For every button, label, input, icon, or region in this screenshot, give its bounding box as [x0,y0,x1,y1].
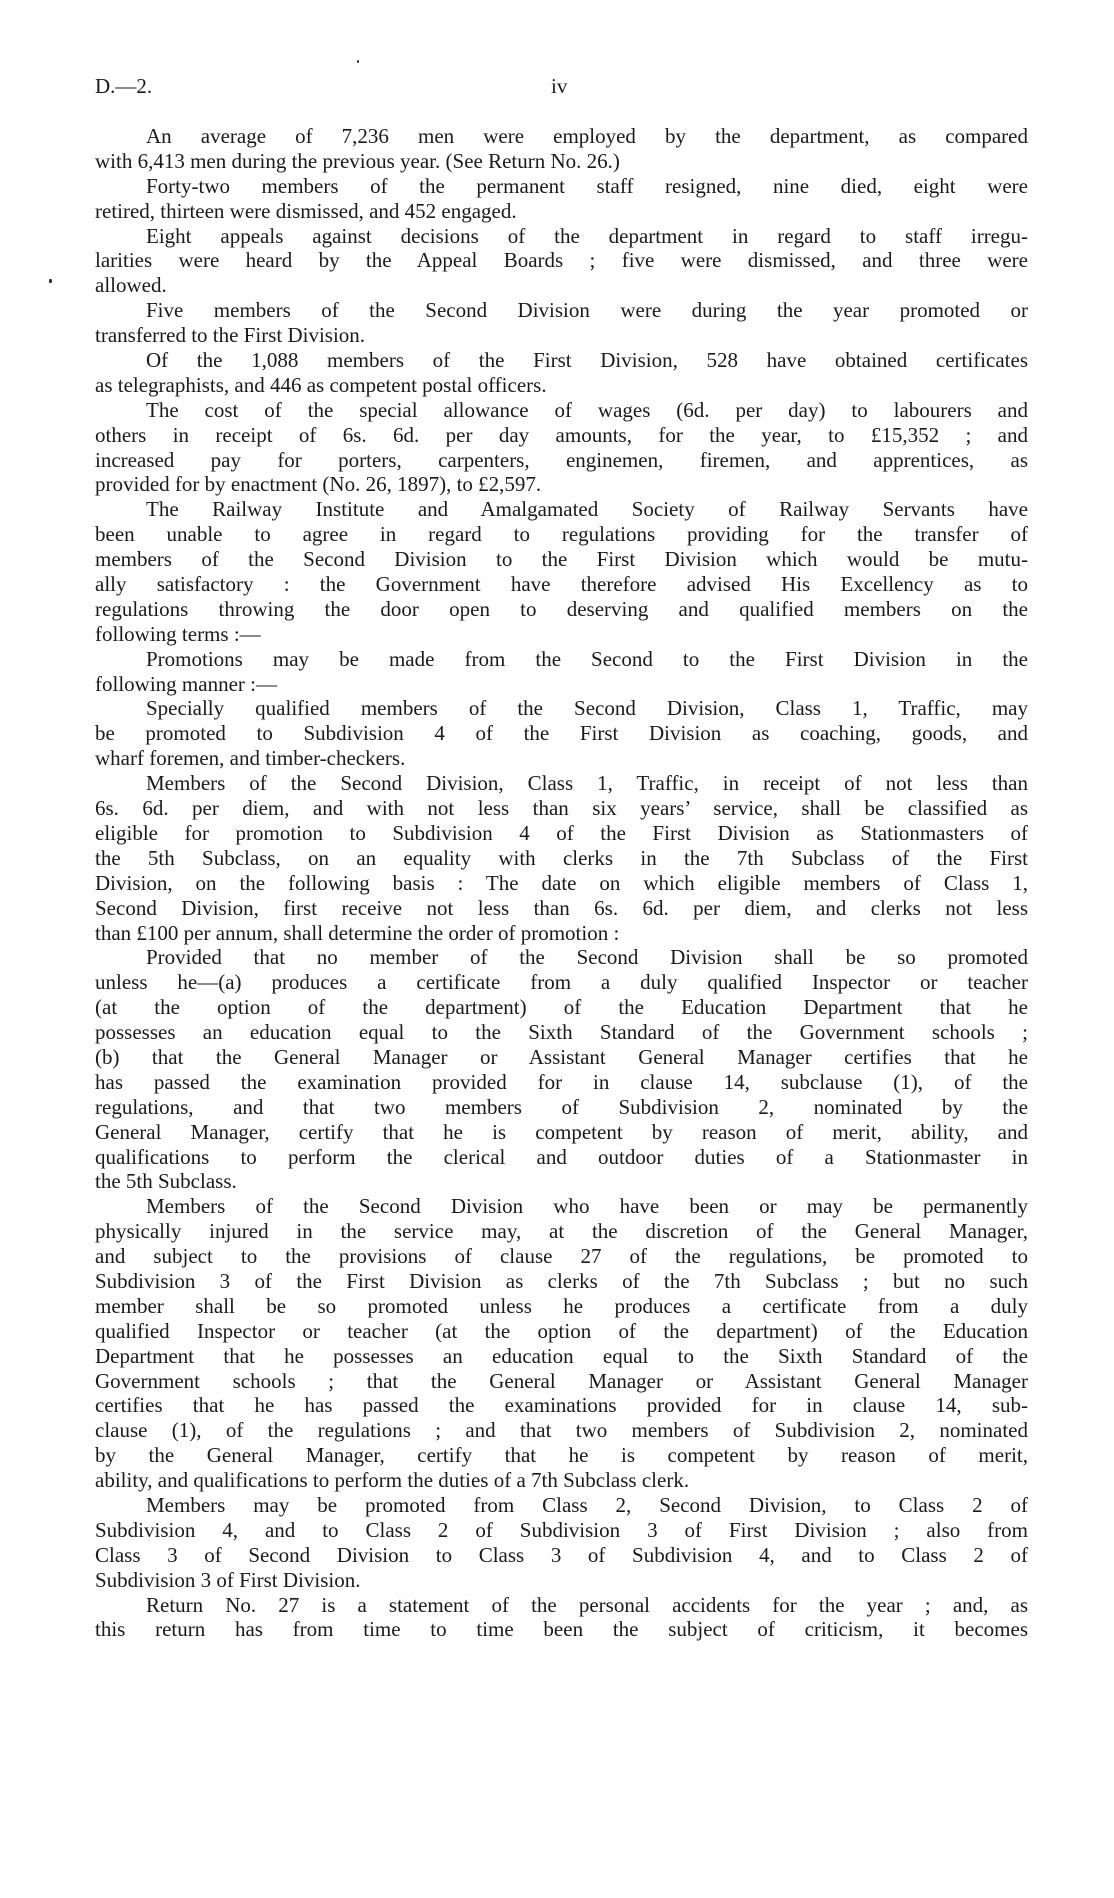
text-line: qualified Inspector or teacher (at the option of the department) of the Education [95,1318,1028,1343]
paragraph [95,224,1028,299]
text-line: possesses an education equal to the Sixth Standard of the Government schools ; [95,1020,1028,1045]
text-line: others in receipt of 6s. 6d. per day amounts, for the year, to £15,352 ; and [95,422,1028,447]
text-line: following manner :— [95,671,277,696]
stray-mark [357,60,359,63]
paragraph [95,497,1028,646]
text-line: the 5th Subclass. [95,1169,237,1194]
text-line: this return has from time to time been the subject of criticism, it becomes [95,1617,1028,1642]
text-line: Members of the Second Division who have been or may be permanently [146,1194,1028,1219]
text-line: Five members of the Second Division were during the year promoted or [146,298,1028,323]
text-line: Forty-two members of the permanent staff resigned, nine died, eight were [146,173,1028,198]
text-line: provided for by enactment (No. 26, 1897), to £2,597. [95,472,542,497]
paragraph [95,1593,1028,1643]
text-line: been unable to agree in regard to regulations providing for the transfer of [95,522,1028,547]
paragraph [95,398,1028,498]
text-line: members of the Second Division to the First Division which would be mutu- [95,547,1028,572]
document-body [95,124,1028,1642]
text-line: transferred to the First Division. [95,323,366,348]
text-line: has passed the examination provided for in clause 14, subclause (1), of the [95,1069,1028,1094]
text-line: unless he—(a) produces a certificate from a duly qualified Inspector or teacher [95,970,1028,995]
text-line: eligible for promotion to Subdivision 4 of the First Division as Stationmasters of [95,820,1028,845]
paragraph [95,348,1028,398]
text-line: General Manager, certify that he is competent by reason of merit, ability, and [95,1119,1028,1144]
text-line: regulations throwing the door open to deserving and qualified members on the [95,596,1028,621]
text-line: An average of 7,236 men were employed by the department, as compared [146,124,1028,148]
text-line: clause (1), of the regulations ; and that two members of Subdivision 2, nominated [95,1418,1028,1443]
text-line: Second Division, first receive not less than 6s. 6d. per diem, and clerks not less [95,895,1028,920]
text-line: allowed. [95,273,167,298]
text-line: and subject to the provisions of clause 27 of the regulations, be promoted to [95,1244,1028,1269]
paragraph [95,124,1028,174]
text-line: by the General Manager, certify that he is competent by reason of merit, [95,1443,1028,1468]
text-line: increased pay for porters, carpenters, enginemen, firemen, and apprentices, as [95,447,1028,472]
text-line: certifies that he has passed the examinations provided for in clause 14, sub- [95,1393,1028,1418]
text-line: as telegraphists, and 446 as competent postal officers. [95,372,547,397]
text-line: Division, on the following basis : The date on which eligible members of Class 1, [95,870,1028,895]
text-line: larities were heard by the Appeal Boards ; five were dismissed, and three were [95,248,1028,273]
text-line: Promotions may be made from the Second to the First Division in the [146,646,1028,671]
paragraph [95,696,1028,771]
text-line: Of the 1,088 members of the First Division, 528 have obtained certificates [146,348,1028,373]
text-line: Eight appeals against decisions of the department in regard to staff irregu- [146,223,1028,248]
text-line: regulations, and that two members of Subdivision 2, nominated by the [95,1094,1028,1119]
text-line: Subdivision 4, and to Class 2 of Subdivision 3 of First Division ; also from [95,1517,1028,1542]
text-line: ability, and qualifications to perform the duties of a 7th Subclass clerk. [95,1468,690,1493]
text-line: following terms :— [95,621,261,646]
text-line: 6s. 6d. per diem, and with not less than six years’ service, shall be classified as [95,796,1028,821]
paragraph [95,945,1028,1194]
text-line: Return No. 27 is a statement of the personal accidents for the year ; and, as [146,1592,1028,1617]
text-line: Subdivision 3 of First Division. [95,1567,361,1592]
text-line: physically injured in the service may, at the discretion of the General Manager, [95,1219,1028,1244]
paragraph [95,1194,1028,1493]
paragraph [95,771,1028,945]
text-line: ally satisfactory : the Government have therefore advised His Excellency as to [95,572,1028,597]
text-line: The cost of the special allowance of wages (6d. per day) to labourers and [146,397,1028,422]
text-line: wharf foremen, and timber-checkers. [95,746,406,771]
text-line: Department that he possesses an education equal to the Sixth Standard of the [95,1343,1028,1368]
text-line: Members may be promoted from Class 2, Second Division, to Class 2 of [146,1492,1028,1517]
stray-mark [49,279,52,283]
paragraph [95,1493,1028,1593]
text-line: qualifications to perform the clerical and outdoor duties of a Stationmaster in [95,1144,1028,1169]
paragraph [95,647,1028,697]
text-line: Government schools ; that the General Manager or Assistant General Manager [95,1368,1028,1393]
text-line: be promoted to Subdivision 4 of the First Division as coaching, goods, and [95,721,1028,746]
text-line: retired, thirteen were dismissed, and 452 engaged. [95,198,517,223]
text-line: The Railway Institute and Amalgamated Society of Railway Servants have [146,497,1028,522]
text-line: Provided that no member of the Second Division shall be so promoted [146,945,1028,970]
page-number: iv [551,74,568,98]
text-line: with 6,413 men during the previous year. (See Return No. 26.) [95,148,620,173]
text-line: Subdivision 3 of the First Division as clerks of the 7th Subclass ; but no such [95,1268,1028,1293]
text-line: (b) that the General Manager or Assistant General Manager certifies that he [95,1044,1028,1069]
text-line: Class 3 of Second Division to Class 3 of Subdivision 4, and to Class 2 of [95,1542,1028,1567]
text-line: (at the option of the department) of the Education Department that he [95,995,1028,1020]
page-header [95,74,1028,102]
text-line: member shall be so promoted unless he produces a certificate from a duly [95,1293,1028,1318]
document-code: D.—2. [95,74,153,98]
paragraph [95,174,1028,224]
text-line: the 5th Subclass, on an equality with clerks in the 7th Subclass of the First [95,845,1028,870]
paragraph [95,298,1028,348]
text-line: Members of the Second Division, Class 1, Traffic, in receipt of not less than [146,771,1028,796]
text-line: than £100 per annum, shall determine the order of promotion : [95,920,620,945]
text-line: Specially qualified members of the Second Division, Class 1, Traffic, may [146,696,1028,721]
